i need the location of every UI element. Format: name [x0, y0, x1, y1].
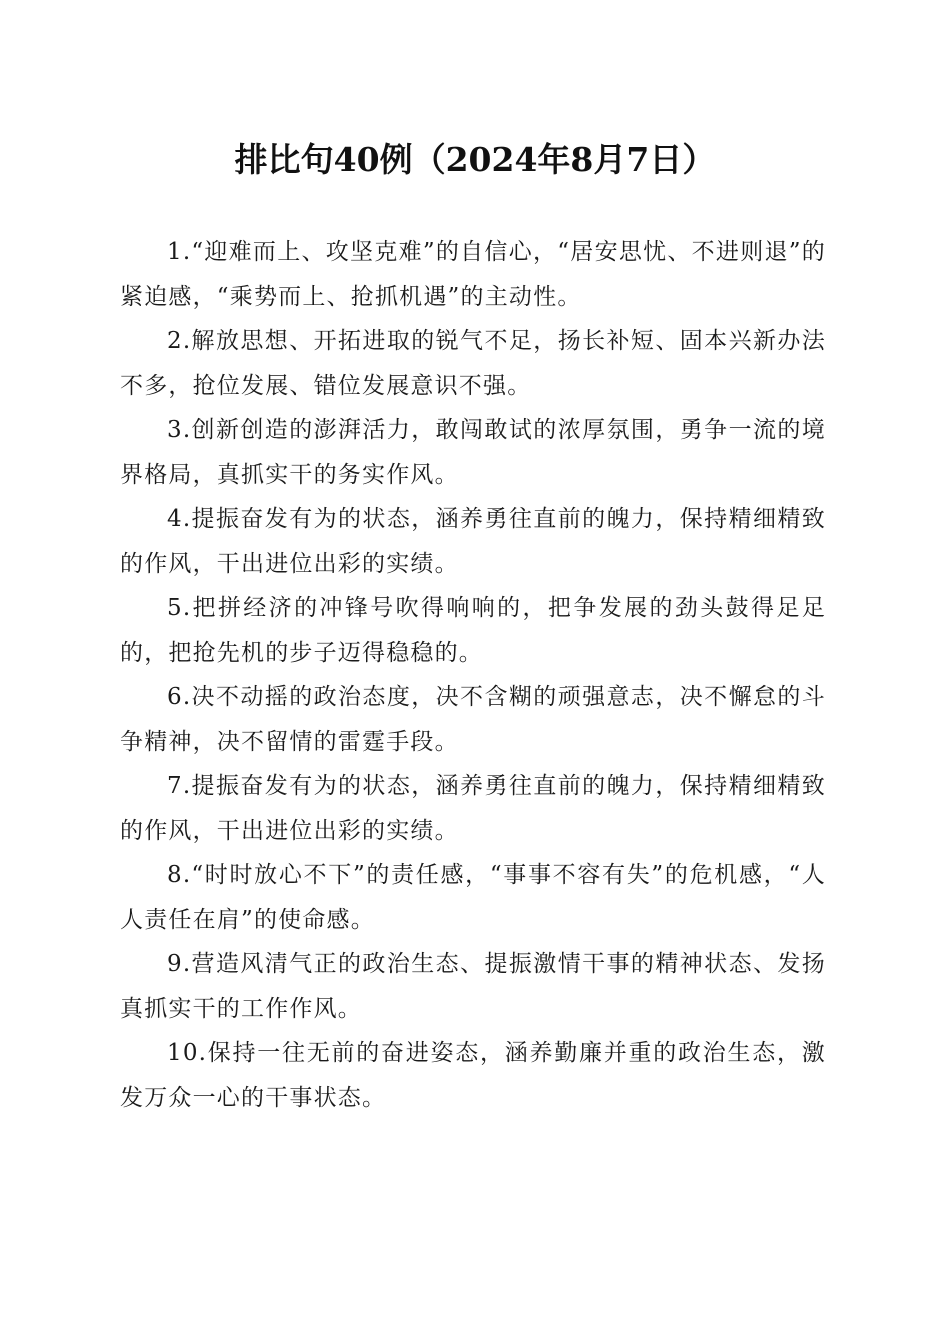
paragraph-1: 1.“迎难而上、攻坚克难”的自信心，“居安思忧、不进则退”的紧迫感，“乘势而上、抢抓机遇”的主动性。 — [120, 239, 826, 310]
paragraph-4: 4.提振奋发有为的状态，涵养勇往直前的魄力，保持精细精致的作风，干出进位出彩的实绩。 — [120, 506, 826, 577]
paragraph-3: 3.创新创造的澎湃活力，敢闯敢试的浓厚氛围，勇争一流的境界格局，真抓实干的务实作风。 — [120, 417, 826, 488]
paragraph-10: 10.保持一往无前的奋进姿态，涵养勤廉并重的政治生态，激发万众一心的干事状态。 — [120, 1040, 826, 1111]
paragraph-2: 2.解放思想、开拓进取的锐气不足，扬长补短、固本兴新办法不多，抢位发展、错位发展意识不强。 — [120, 328, 826, 399]
paragraph-6: 6.决不动摇的政治态度，决不含糊的顽强意志，决不懈怠的斗争精神，决不留情的雷霆手段。 — [120, 684, 826, 755]
paragraph-5: 5.把拼经济的冲锋号吹得响响的，把争发展的劲头鼓得足足的，把抢先机的步子迈得稳稳的。 — [120, 595, 826, 666]
paragraph-9: 9.营造风清气正的政治生态、提振激情干事的精神状态、发扬真抓实干的工作作风。 — [120, 951, 826, 1022]
paragraph-8: 8.“时时放心不下”的责任感，“事事不容有失”的危机感，“人人责任在肩”的使命感。 — [120, 862, 826, 933]
document-title: 排比句40例（2024年8月7日） — [234, 140, 716, 179]
document-body — [120, 230, 826, 1120]
paragraph-7: 7.提振奋发有为的状态，涵养勇往直前的魄力，保持精细精致的作风，干出进位出彩的实绩。 — [120, 773, 826, 844]
